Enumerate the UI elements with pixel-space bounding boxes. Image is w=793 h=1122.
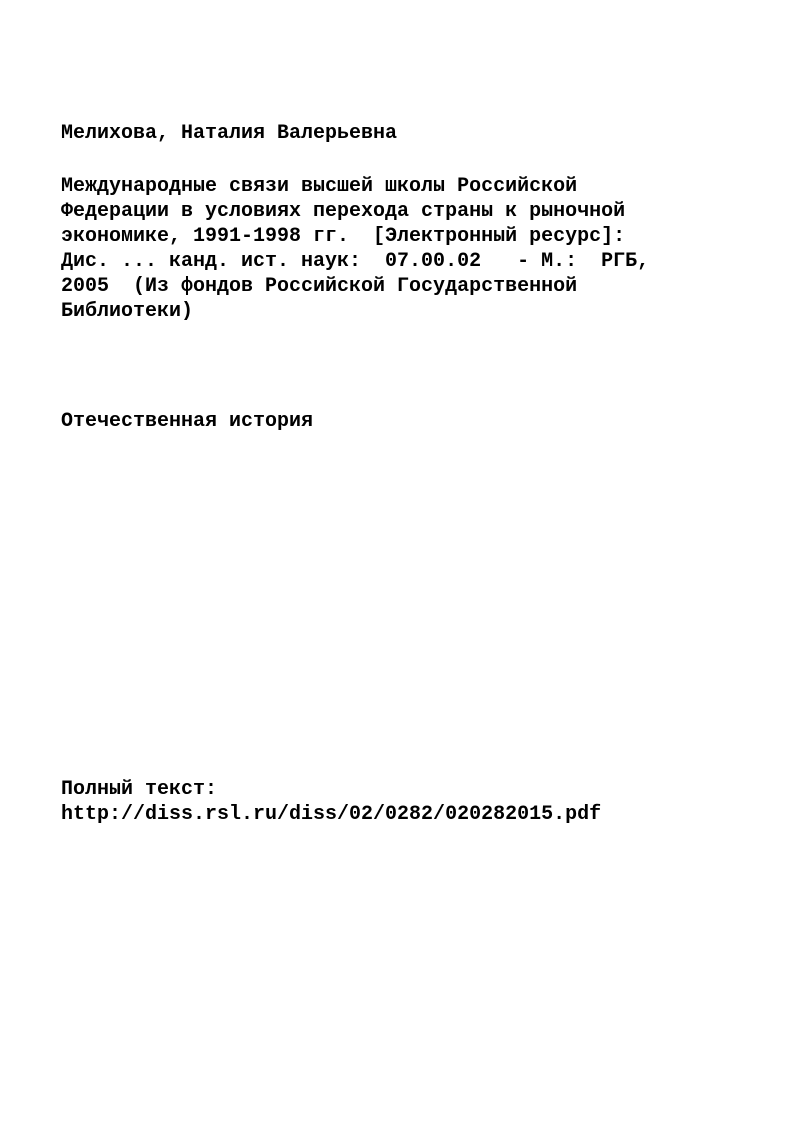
title-line-1: Международные связи высшей школы Российской xyxy=(61,175,578,198)
author-name: Мелихова, Наталия Валерьевна xyxy=(61,122,398,145)
title-line-4: Дис. ... канд. ист. наук: 07.00.02 - М.: РГБ, xyxy=(61,250,650,273)
title-line-5: 2005 (Из фондов Российской Государственной xyxy=(61,275,578,298)
title-line-2: Федерации в условиях перехода страны к рыночной xyxy=(61,200,626,223)
title-line-6: Библиотеки) xyxy=(61,300,194,323)
fulltext-url[interactable]: http://diss.rsl.ru/diss/02/0282/020282015.pdf xyxy=(61,803,602,826)
fulltext-label: Полный текст: xyxy=(61,778,218,801)
subject-heading: Отечественная история xyxy=(61,410,314,433)
title-line-3: экономике, 1991-1998 гг. [Электронный ресурс]: xyxy=(61,225,626,248)
